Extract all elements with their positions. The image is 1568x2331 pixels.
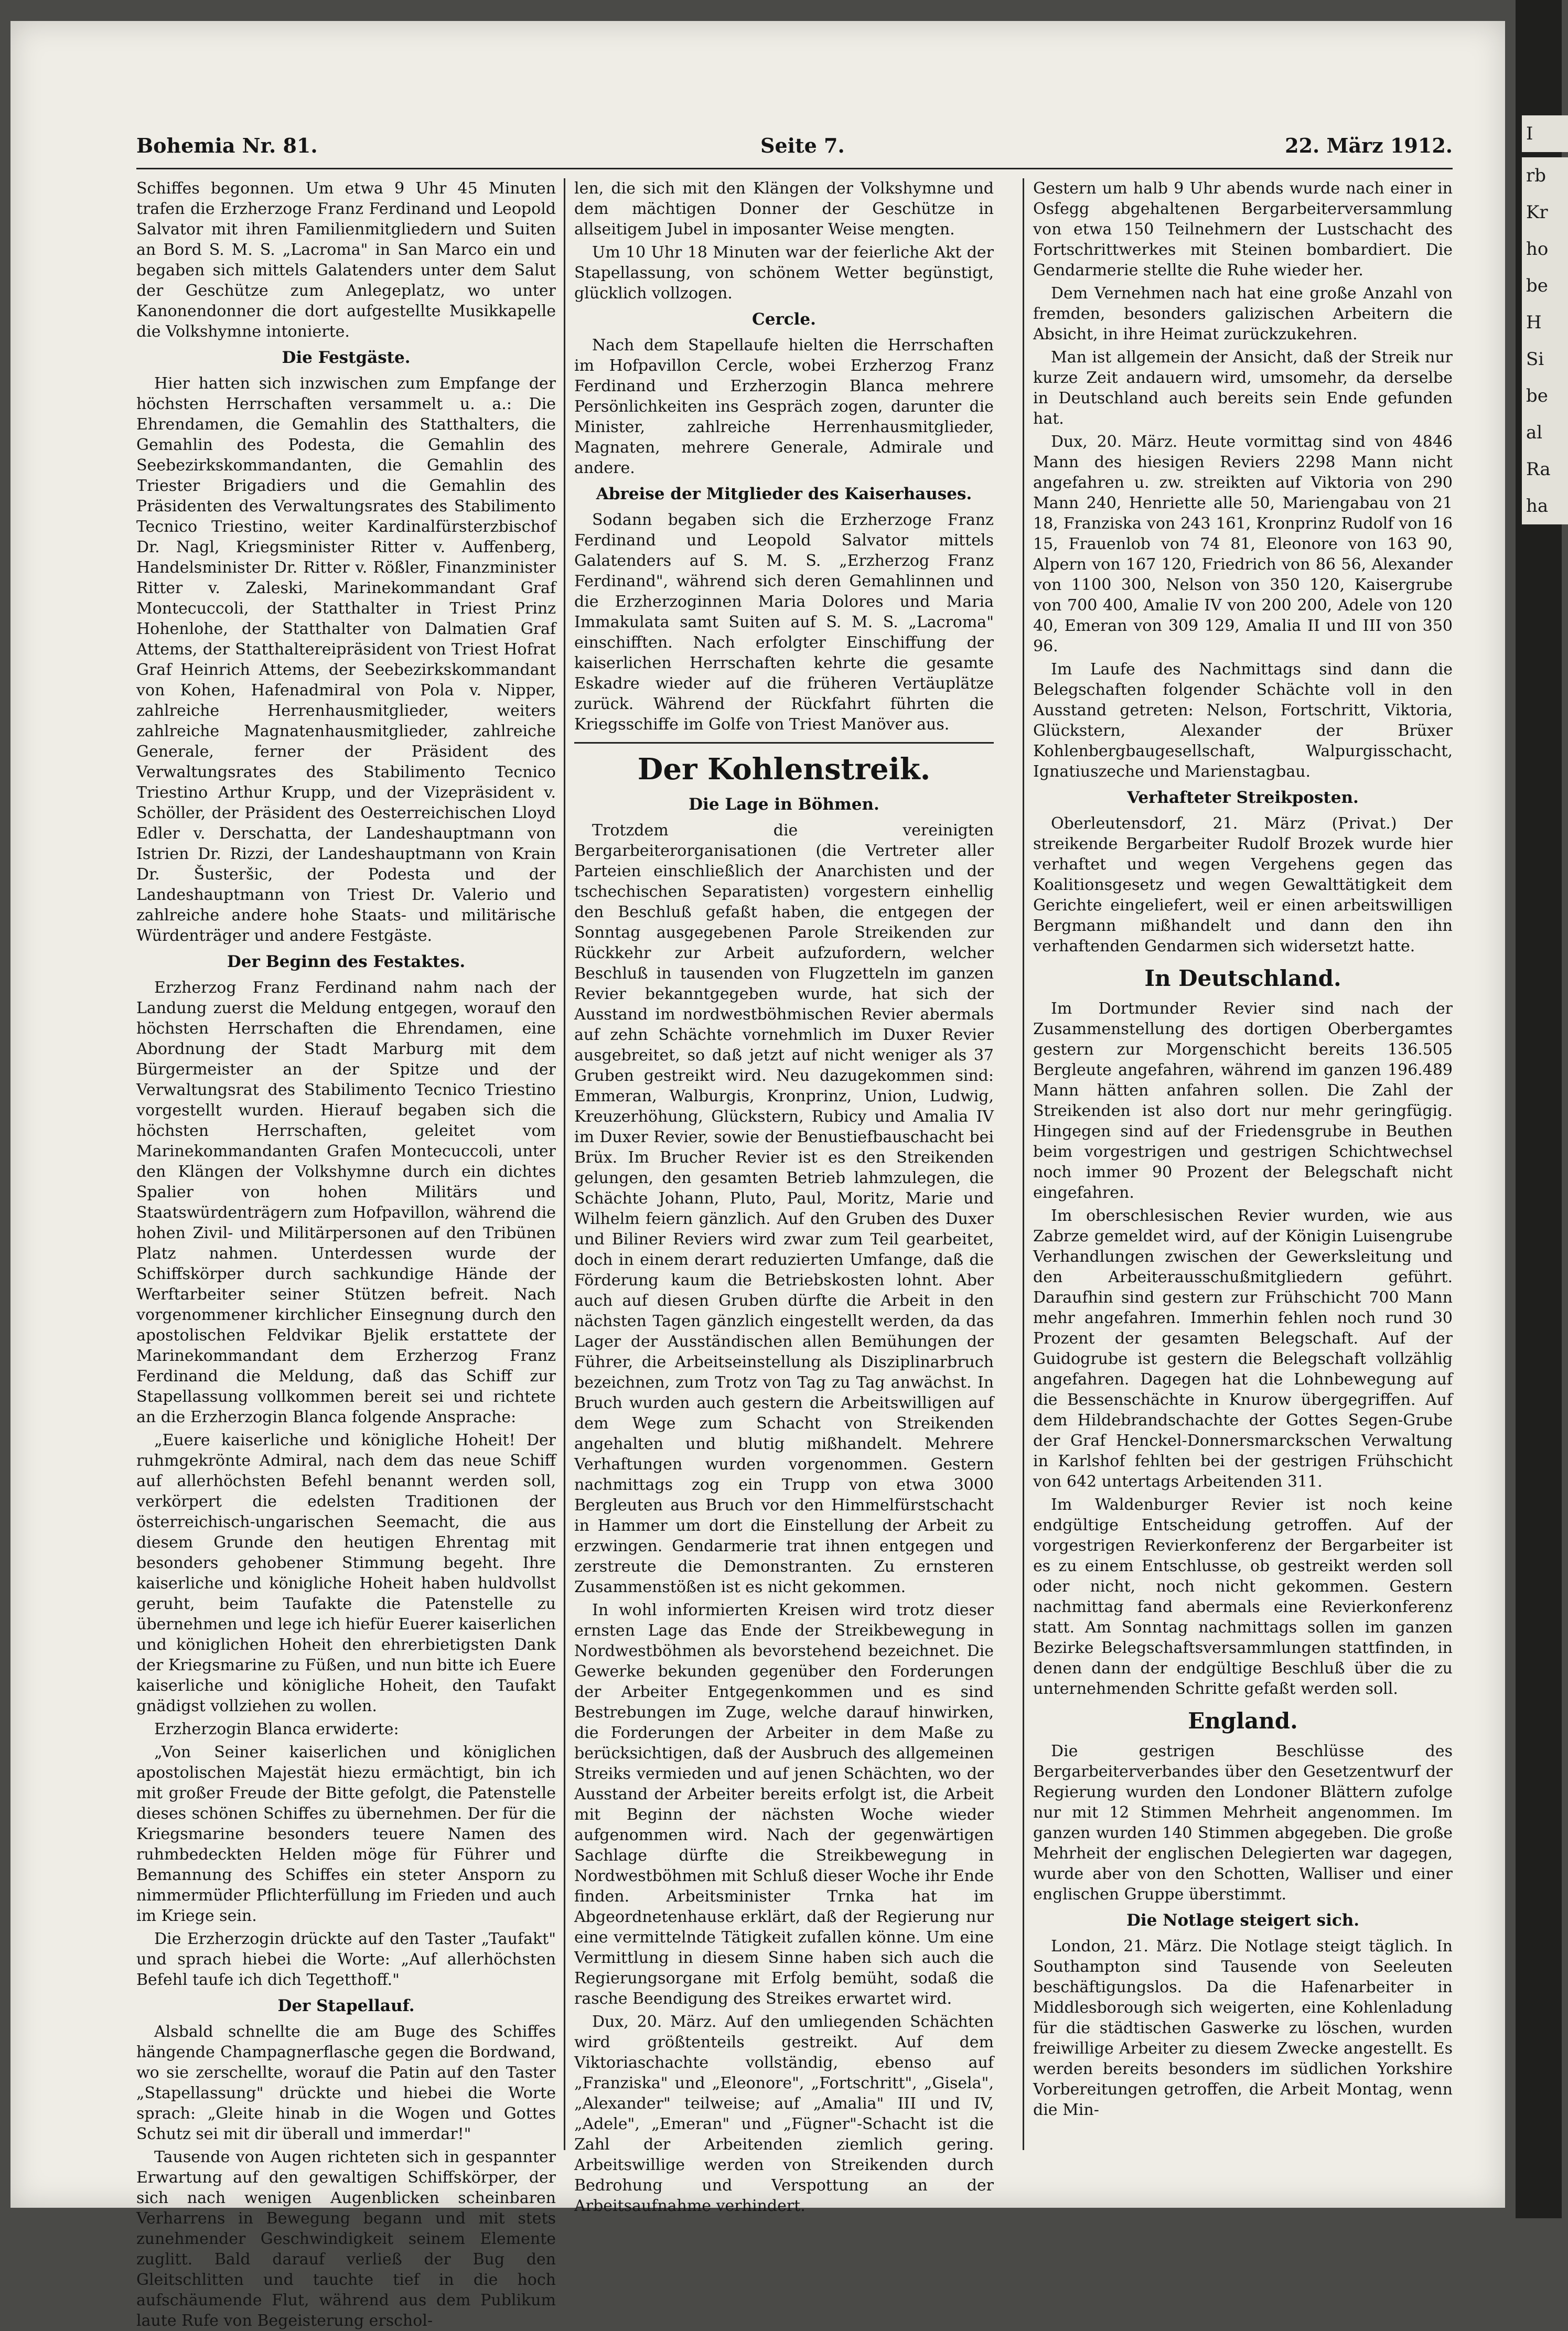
paragraph: Hier hatten sich inzwischen zum Empfange der höchsten Herrschaften versammelt u. a.: Die Ehrendamen, die Gemahlin des Statthalters, die Gemahlin des Podesta, die Gemahlin des Seebezirkskommandanten, die Gemahlin des Triester Brigadiers und die Gemahlin des Präsidenten des Verwaltungsrates des Stabilimento Tecnico Triestino, weiter Kardinalfürsterzbischof Dr. Nagl, Kriegsminister Ritter v. Auffenberg, Handelsminister Dr. Ritter v. Rößler, Finanzminister Ritter v. Zaleski, Marinekommandant Graf Montecuccoli, der Statthalter in Triest Prinz Hohenlohe, der Statthalter von Dalmatien Graf Attems, der Statthaltereipräsident von Triest Hofrat Graf Heinrich Attems, der Seebezirkskommandant von Kohen, Hafenadmiral von Pola v. Nipper, zahlreiche Herrenhausmitglieder, weiters zahlreiche Magnatenhausmitglieder, zahlreiche Generale, ferner der Präsident des Verwaltungsrates des Stabilimento Tecnico Triestino Arthur Krupp, und der Vizepräsident v. Schöller, der Präsident des Oesterreichischen Lloyd Edler v. Derschatta, der Landeshauptmann von Istrien Dr. Rizzi, der Landeshauptmann von Krain Dr. Šusteršic, der Podesta und der Landeshauptmann von Triest Dr. Valerio und zahlreiche andere hohe Staats- und militärische Würdenträger und andere Festgäste. bbox=[136, 374, 556, 945]
section-heading: Der Stapellauf. bbox=[277, 1996, 415, 2015]
column-divider-1 bbox=[564, 178, 565, 2150]
newspaper-page bbox=[10, 21, 1505, 2330]
paragraph: Man ist allgemein der Ansicht, daß der Streik nur kurze Zeit andauern wird, umsomehr, da derselbe in Deutschland auch bereits sein Ende gefunden hat. bbox=[1033, 348, 1453, 428]
paragraph: Schiffes begonnen. Um etwa 9 Uhr 45 Minuten trafen die Erzherzoge Franz Ferdinand und Leopold Salvator mit ihren Familienmitgliedern und Suiten an Bord S. M. S. „Lacroma" in San Marco ein und begaben sich mittels Galatenders unter dem Salut der Geschütze zum Anlegeplatz, wo unter Kanonendonner die dort aufgestellte Musikkapelle die Volkshymne intonierte. bbox=[136, 179, 556, 341]
header-date: 22. März 1912. bbox=[1285, 134, 1453, 157]
paragraph: Sodann begaben sich die Erzherzoge Franz Ferdinand und Leopold Salvator mittels Galatenders auf S. M. S. „Erzherzog Franz Ferdinand", während sich deren Gemahlinnen und die Erzherzoginnen Maria Dolores und Maria Immakulata samt Suiten auf S. M. S. „Lacroma" einschifften. Nach erfolgter Einschiffung der kaiserlichen Herrschaften kehrte die gesamte Eskadre wieder auf die früheren Vertäuplätze zurück. Während der Rückfahrt führten die Kriegsschiffe im Golfe von Triest Manöver aus. bbox=[574, 511, 994, 734]
article-subheading: Die Lage in Böhmen. bbox=[689, 795, 879, 814]
adjacent-page-fragment: Ra bbox=[1522, 451, 1568, 488]
paragraph: Alsbald schnellte die am Buge des Schiffes hängende Champagnerflasche gegen die Bordwand, wo sie zerschellte, worauf die Patin auf den Taster „Stapellassung" drückte und hiebei die Worte sprach: „Gleite hinab in die Wogen und Gottes Schutz sei mit dir überall und immerdar!" bbox=[136, 2023, 556, 2143]
paragraph: Dux, 20. März. Heute vormittag sind von 4846 Mann des hiesigen Reviers 2298 Mann nicht angefahren u. zw. streikten auf Viktoria von 290 Mann 240, Henriette alle 50, Mariengabau von 21 18, Franziska von 243 161, Kronprinz Rudolf von 16 15, Frauenlob von 74 81, Eleonore von 163 90, Alpern von 167 120, Friedrich von 86 56, Alexander von 1100 300, Nelson von 350 120, Kaisergrube von 700 400, Amalie IV von 200 200, Adele von 120 40, Emeran von 309 129, Amalia II und III von 350 96. bbox=[1033, 433, 1453, 656]
section-heading: Verhafteter Streikposten. bbox=[1127, 788, 1359, 807]
adjacent-page-fragment: H bbox=[1522, 304, 1568, 341]
paragraph: Erzherzogin Blanca erwiderte: bbox=[154, 1720, 399, 1738]
adjacent-page-fragment: be bbox=[1522, 267, 1568, 304]
paragraph: Gestern um halb 9 Uhr abends wurde nach einer in Osfegg abgehaltenen Bergarbeiterversammlung von etwa 150 Teilnehmern der Lustschacht des Fortschrittwerkes mit Steinen bombardiert. Die Gendarmerie stellte die Ruhe wieder her. bbox=[1033, 179, 1453, 280]
paragraph: Die gestrigen Beschlüsse des Bergarbeiterverbandes über den Gesetzentwurf der Regierung wurden den Londoner Blättern zufolge nur mit 12 Stimmen Mehrheit angenommen. Im ganzen wurden 140 Stimmen abgegeben. Die große Mehrheit der englischen Delegierten war dagegen, wurde aber von den Schotten, Walliser und einer englischen Gruppe überstimmt. bbox=[1033, 1742, 1453, 1904]
quote-paragraph: „Euere kaiserliche und königliche Hoheit! Der ruhmgekrönte Admiral, nach dem das neue Schiff auf allerhöchsten Befehl benannt werden soll, verkörpert die edelsten Traditionen der österreichisch-ungarischen Seemacht, die aus diesem Grunde den heutigen Ehrentag mit besonders gehobener Stimmung begeht. Ihre kaiserliche und königliche Hoheit haben huldvollst geruht, beim Taufakte die Patenstelle zu übernehmen und lege ich hiefür Euerer kaiserlichen und königlichen Hoheit den ehrerbietigsten Dank der Kriegsmarine zu Füßen, und nun bitte ich Euere kaiserliche und königliche Hoheit, den Taufakt gnädigst vollziehen zu wollen. bbox=[136, 1431, 556, 1715]
paragraph: Um 10 Uhr 18 Minuten war der feierliche Akt der Stapellassung, von schönem Wetter begünstigt, glücklich vollzogen. bbox=[574, 243, 994, 303]
column-1 bbox=[136, 178, 556, 2330]
article-headline: Der Kohlenstreik. bbox=[637, 752, 931, 787]
column-3 bbox=[1033, 178, 1453, 2161]
paragraph: Im oberschlesischen Revier wurden, wie aus Zabrze gemeldet wird, auf der Königin Luisengrube Verhandlungen zwischen der Gewerksleitung und den Arbeiterausschußmitgliedern geführt. Daraufhin sind gestern zur Frühschicht 700 Mann mehr angefahren. Immerhin fehlen noch rund 30 Prozent der gesamten Belegschaft. Auf der Guidogrube ist gestern die Belegschaft vollzählig angefahren. Dagegen hat die Lohnbewegung auf die Bessenschächte in Knurow übergegriffen. Auf dem Hildebrandschachte der Gottes Segen-Grube der Graf Henckel-Donnersmarckschen Verwaltung in Karlshof fehlten bei der gestrigen Frühschicht von 642 untertags Arbeitenden 311. bbox=[1033, 1207, 1453, 1491]
column-2 bbox=[574, 178, 994, 2215]
paragraph: Trotzdem die vereinigten Bergarbeiterorganisationen (die Vertreter aller Parteien einschließlich der Anarchisten und der tschechischen Separatisten) vorgestern einhellig den Beschluß gefaßt haben, die entgegen der Sonntag ausgegebenen Parole Streikenden zur Rückkehr zur Arbeit aufzufordern, welcher Beschluß in tausenden von Flugzetteln im ganzen Revier bekanntgegeben wurde, hat sich der Ausstand im nordwestböhmischen Revier abermals auf zehn Schächte vornehmlich im Duxer Revier ausgebreitet, so daß jetzt auf nicht weniger als 37 Gruben gestreikt wird. Neu dazugekommen sind: Emmeran, Walburgis, Kronprinz, Union, Ludwig, Kreuzerhöhung, Glückstern, Rubicy und Amalia IV im Duxer Revier, sowie der Benustiefbauschacht bei Brüx. Im Brucher Revier ist es den Streikenden gelungen, den gesamten Betrieb lahmzulegen, die Schächte Johann, Pluto, Paul, Moritz, Marie und Wilhelm feiern gänzlich. Auf den Gruben des Duxer und Biliner Reviers wird zwar zum Teil gearbeitet, doch in einem derart reduzierten Umfange, daß die Förderung kaum die Betriebskosten lohnt. Aber auch auf diesen Gruben dürfte die Arbeit in den nächsten Tagen gänzlich eingestellt werden, da das Lager der Ausständischen allen Bemühungen der Führer, die Arbeitseinstellung als Disziplinarbruch bezeichnen, zum Trotz von Tag zu Tag anwächst. In Bruch wurden auch gestern die Arbeitswilligen auf dem Wege zum Schacht von Streikenden angehalten und blutig mißhandelt. Mehrere Verhaftungen wurden vorgenommen. Gestern nachmittags zog ein Trupp von etwa 3000 Bergleuten aus Bruch vor den Himmelfürstschacht in Hammer um dort die Einstellung der Arbeit zu erzwingen. Gendarmerie trat ihnen entgegen und zerstreute die Demonstranten. Zu ernsteren Zusammenstößen ist es nicht gekommen. bbox=[574, 821, 994, 1596]
paragraph: Nach dem Stapellaufe hielten die Herrschaften im Hofpavillon Cercle, wobei Erzherzog Franz Ferdinand und Erzherzogin Blanca mehrere Persönlichkeiten ins Gespräch zogen, darunter die Minister, zahlreiche Herrenhausmitglieder, Magnaten, mehrere Generale, Admirale und andere. bbox=[574, 336, 994, 477]
header-issue: Bohemia Nr. 81. bbox=[136, 134, 318, 157]
quote-paragraph: „Von Seiner kaiserlichen und königlichen apostolischen Majestät hiezu ermächtigt, bin ich mit großer Freude der Bitte gefolgt, die Patenstelle dieses schönen Schiffes zu übernehmen. Der für die Kriegsmarine besonders teuere Namen des ruhmbedeckten Helden möge für Führer und Bemannung des Schiffes ein steter Ansporn zu nimmermüder Pflichterfüllung im Frieden und auch im Kriege sein. bbox=[136, 1743, 556, 1925]
section-heading: Abreise der Mitglieder des Kaiserhauses. bbox=[596, 485, 972, 503]
adjacent-page-fragment: be bbox=[1522, 378, 1568, 414]
paragraph: Im Waldenburger Revier ist noch keine endgültige Entscheidung getroffen. Auf der vorgestrigen Revierkonferenz der Bergarbeiter ist es zu einem Entschlusse, ob gestreikt werden soll oder nicht, noch nicht gekommen. Gestern nachmittag fand abermals eine Revierkonferenz statt. Am Sonntag nachmittags sollen im ganzen Bezirke Belegschaftsversammlungen stattfinden, in denen dann der endgültige Beschluß über die zu unternehmenden Schritte gefaßt werden soll. bbox=[1033, 1496, 1453, 1698]
paragraph: Die Erzherzogin drückte auf den Taster „Taufakt" und sprach hiebei die Worte: „Auf allerhöchsten Befehl taufe ich dich Tegetthoff." bbox=[136, 1930, 556, 1989]
section-headline: In Deutschland. bbox=[1144, 965, 1341, 991]
adjacent-page-edge bbox=[1516, 0, 1562, 2218]
paragraph: Oberleutensdorf, 21. März (Privat.) Der streikende Bergarbeiter Rudolf Brozek wurde hier verhaftet und wegen Vergehens gegen das Koalitionsgesetz und wegen Gewalttätigkeit dem Gerichte eingeliefert, weil er einen arbeitswilligen Bergmann mißhandelt und dann den ihn verhaftenden Gendarmen sich widersetzt hatte. bbox=[1033, 814, 1453, 955]
header-page-number: Seite 7. bbox=[760, 134, 845, 157]
adjacent-page-fragment: al bbox=[1522, 414, 1568, 451]
page-header bbox=[136, 134, 1453, 165]
paragraph: Dux, 20. März. Auf den umliegenden Schächten wird größtenteils gestreikt. Auf dem Viktoriaschachte vollständig, ebenso auf „Franziska" und „Eleonore", „Fortschritt", „Gisela", „Alexander" teilweise; auf „Amalia" III und IV, „Adele", „Emeran" und „Fügner"-Schacht ist die Zahl der Arbeitenden ziemlich gering. Arbeitswillige werden von Streikenden durch Bedrohung und Verspottung an der Arbeitsaufnahme verhindert. bbox=[574, 2013, 994, 2215]
paragraph: London, 21. März. Die Notlage steigt täglich. In Southampton sind Tausende von Seeleuten beschäftigungslos. Da die Hafenarbeiter in Middlesborough sich weigerten, eine Kohlenladung für die städtischen Gaswerke zu löschen, wurden freiwillige Arbeiter zu diesem Zwecke angestellt. Es werden bereits besonders im südlichen Yorkshire Vorbereitungen getroffen, die Arbeit Montag, wenn die Min- bbox=[1033, 1937, 1453, 2119]
section-heading: Die Festgäste. bbox=[282, 348, 411, 367]
adjacent-page-fragment: Kr bbox=[1522, 194, 1568, 231]
paragraph: len, die sich mit den Klängen der Volkshymne und dem mächtigen Donner der Geschütze in allseitigem Jubel in imposanter Weise mengten. bbox=[574, 179, 994, 239]
adjacent-page-fragment: I bbox=[1522, 115, 1568, 152]
header-rule bbox=[136, 168, 1453, 169]
adjacent-page-fragment: ha bbox=[1522, 488, 1568, 524]
paragraph: Dem Vernehmen nach hat eine große Anzahl von fremden, besonders galizischen Arbeitern die Absicht, in ihre Heimat zurückzukehren. bbox=[1033, 284, 1453, 343]
section-headline: England. bbox=[1188, 1708, 1298, 1734]
paragraph: Im Dortmunder Revier sind nach der Zusammenstellung des dortigen Oberbergamtes gestern zur Morgenschicht bereits 136.505 Bergleute angefahren, während im ganzen 196.489 Mann hätten anfahren sollen. Die Zahl der Streikenden ist also dort nur mehr geringfügig. Hingegen sind auf der Friedensgrube in Beuthen beim vorgestrigen und gestrigen Schichtwechsel noch immer 90 Prozent der Belegschaft nicht eingefahren. bbox=[1033, 1000, 1453, 1202]
article-separator bbox=[574, 742, 994, 744]
paragraph: Erzherzog Franz Ferdinand nahm nach der Landung zuerst die Meldung entgegen, worauf den höchsten Herrschaften die Ehrendamen, eine Abordnung der Stadt Marburg mit dem Bürgermeister an der Spitze und der Verwaltungsrat des Stabilimento Tecnico Triestino vorgestellt wurden. Hierauf begaben sich die höchsten Herrschaften, geleitet vom Marinekommandanten Grafen Montecuccoli, unter den Klängen der Volkshymne durch ein dichtes Spalier von hohen Militärs und Staatswürdenträgern zum Hofpavillon, während die hohen Zivil- und Militärpersonen auf den Tribünen Platz nahmen. Unterdessen wurde der Schiffskörper durch sachkundige Hände der Werftarbeiter seiner Stützen befreit. Nach vorgenommener kirchlicher Einsegnung durch den apostolischen Feldvikar Bjelik erstattete der Marinekommandant dem Erzherzog Franz Ferdinand die Meldung, daß das Schiff zur Stapellassung vollkommen bereit sei und richtete an die Erzherzogin Blanca folgende Ansprache: bbox=[136, 979, 556, 1426]
adjacent-page-fragment: ho bbox=[1522, 231, 1568, 267]
section-heading: Die Notlage steigert sich. bbox=[1126, 1911, 1360, 1930]
section-heading: Der Beginn des Festaktes. bbox=[227, 952, 466, 971]
paragraph: In wohl informierten Kreisen wird trotz dieser ernsten Lage das Ende der Streikbewegung in Nordwestböhmen als bevorstehend bezeichnet. Die Gewerke bekunden gegenüber den Forderungen der Arbeiter Entgegenkommen und es sind Bestrebungen im Zuge, welche darauf hinwirken, die Forderungen der Arbeiter in dem Maße zu berücksichtigen, daß der Ausbruch des allgemeinen Streiks vermieden und auf jenen Schächten, wo der Ausstand der Arbeiter bereits erfolgt ist, die Arbeit mit Beginn der nächsten Woche wieder aufgenommen wird. Nach der gegenwärtigen Sachlage dürfte die Streikbewegung in Nordwestböhmen mit Schluß dieser Woche ihr Ende finden. Arbeitsminister Trnka hat im Abgeordnetenhause erklärt, daß der Regierung nur eine vermittelnde Tätigkeit zufallen könne. Um eine Vermittlung in diesem Sinne haben sich auch die Regierungsorgane mit Erfolg bemüht, sodaß die rasche Beendigung des Streikes erwartet wird. bbox=[574, 1601, 994, 2008]
section-heading: Cercle. bbox=[752, 310, 816, 329]
paragraph: Tausende von Augen richteten sich in gespannter Erwartung auf den gewaltigen Schiffskörper, der sich nach wenigen Augenblicken scheinbaren Verharrens in Bewegung begann und mit stets zunehmender Geschwindigkeit seinem Elemente zuglitt. Bald darauf verließ der Bug den Gleitschlitten und tauchte tief in die hoch aufschäumende Flut, während aus dem Publikum laute Rufe von Begeisterung erschol- bbox=[136, 2148, 556, 2330]
adjacent-page-fragment: Si bbox=[1522, 341, 1568, 378]
paragraph: Im Laufe des Nachmittags sind dann die Belegschaften folgender Schächte voll in den Ausstand getreten: Nelson, Fortschritt, Viktoria, Glückstern, Alexander der Brüxer Kohlenbergbaugesellschaft, Walpurgisschacht, Ignatiuszeche und Marienstagbau. bbox=[1033, 660, 1453, 781]
column-divider-2 bbox=[1023, 178, 1024, 2150]
adjacent-page-fragment: rb bbox=[1522, 157, 1568, 194]
